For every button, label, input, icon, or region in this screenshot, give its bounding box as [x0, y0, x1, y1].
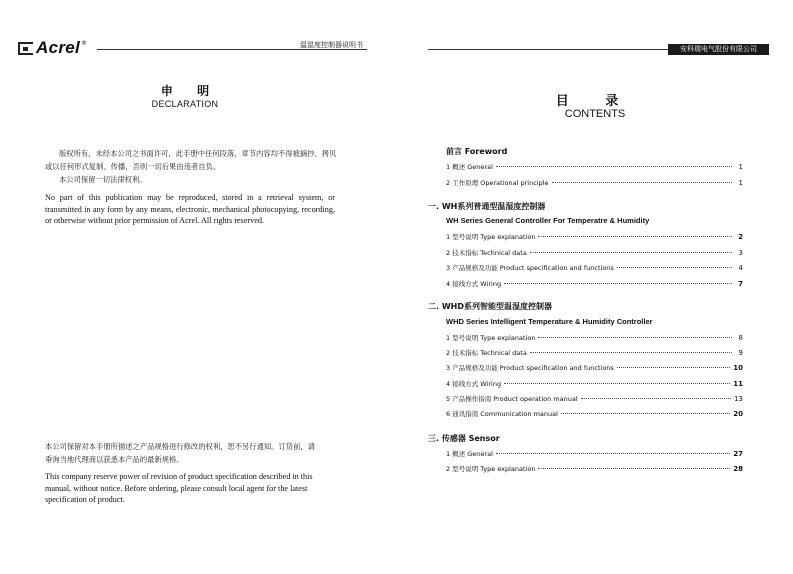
revision-notice-en: This company reserve power of revision of product specification described in this manual, without notice. Before ordering, please consult local agent for the latest specification of product.	[45, 472, 313, 504]
toc-leader-dots	[552, 182, 732, 183]
toc-row[interactable]	[446, 409, 743, 419]
toc-leader-dots	[581, 398, 731, 399]
toc-row[interactable]	[446, 162, 743, 172]
toc-leader-dots	[538, 236, 732, 237]
declaration-en-paragraph: No part of this publication may be reproduced, stored in a retrieval system, or transmitted in any form by any means, electronic, mechanical photocopying, recording, or otherwise without prior permission of Acrel. All rights reserved.	[45, 193, 335, 225]
toc-row-label: 1 概述 General	[446, 450, 493, 458]
toc-leader-dots	[538, 468, 730, 469]
toc-row-label: 4 接线方式 Wiring	[446, 280, 502, 288]
toc-leader-dots	[504, 383, 730, 384]
toc-row-label: 6 通讯指南 Communication manual	[446, 410, 558, 418]
registered-mark: ®	[81, 39, 88, 47]
foreword-heading: 前言 Foreword	[446, 147, 508, 156]
toc-row-page: 7	[738, 280, 743, 288]
toc-row-page: 27	[733, 450, 743, 458]
acrel-logo-icon	[18, 42, 33, 55]
declaration-title: 申 明	[160, 84, 220, 98]
declaration-cn-rights: 本公司保留一切法律权利。	[59, 175, 147, 184]
header-rule-right	[428, 49, 668, 50]
acrel-logo	[18, 38, 87, 58]
toc-row[interactable]	[446, 333, 743, 343]
company-name-badge: 安科瑞电气股份有限公司	[668, 44, 769, 55]
toc-row-page: 1	[738, 163, 743, 171]
toc-row[interactable]	[446, 232, 743, 242]
toc-leader-dots	[496, 166, 732, 167]
toc-row-page: 9	[738, 349, 743, 357]
toc-row[interactable]	[446, 464, 743, 474]
toc-row-page: 13	[734, 395, 743, 403]
contents-title: 目 录	[555, 94, 635, 109]
toc-row-page: 1	[738, 179, 743, 187]
toc-row-label: 5 产品操作指南 Product operation manual	[446, 395, 578, 403]
toc-row-label: 2 技术指标 Technical data	[446, 249, 527, 257]
toc-row-label: 4 接线方式 Wiring	[446, 380, 502, 388]
toc-row-page: 10	[733, 364, 743, 372]
toc-leader-dots	[617, 267, 732, 268]
toc-row-page: 20	[733, 410, 743, 418]
section-3-heading: 三. 传感器 Sensor	[428, 434, 500, 443]
toc-row-page: 4	[738, 264, 743, 272]
toc-row-label: 1 概述 General	[446, 163, 493, 171]
toc-leader-dots	[504, 283, 732, 284]
toc-row[interactable]	[446, 279, 743, 289]
toc-row-label: 2 工作原理 Operational principle	[446, 179, 549, 187]
declaration-subtitle: DECLARATION	[151, 99, 219, 109]
toc-leader-dots	[538, 337, 732, 338]
section-1-heading: 一. WH系列普通型温湿度控制器	[428, 202, 546, 211]
toc-row[interactable]	[446, 348, 743, 358]
section-2-heading: 二. WHD系列智能型温湿度控制器	[428, 302, 552, 311]
toc-leader-dots	[530, 352, 732, 353]
toc-row-page: 3	[738, 249, 743, 257]
toc-row-label: 1 型号说明 Type explanation	[446, 233, 536, 241]
toc-row-label: 3 产品规格及功能 Product specification and functions	[446, 364, 614, 372]
revision-notice-cn: 本公司保留对本手册所描述之产品规格进行修改的权利，恕不另行通知。订货前，请垂询当地代理商以获悉本产品的最新规格。	[45, 442, 315, 464]
contents-subtitle: CONTENTS	[564, 108, 626, 120]
toc-row-label: 2 型号说明 Type explanation	[446, 465, 536, 473]
toc-row[interactable]	[446, 248, 743, 258]
toc-row-page: 8	[738, 334, 743, 342]
declaration-cn-paragraph: 版权所有，未经本公司之书面许可，此手册中任何段落，章节内容均不得被摘抄、拷贝或以任何形式复制、传播，否则一切后果由违者自负。	[45, 149, 337, 171]
toc-row[interactable]	[446, 379, 743, 389]
manual-title: 温湿度控制器说明书	[300, 41, 363, 49]
section-1-heading-en: WH Series General Controller For Temperatre & Humidity	[446, 216, 650, 225]
toc-row[interactable]	[446, 449, 743, 459]
toc-row-label: 1 型号说明 Type explanation	[446, 334, 536, 342]
toc-leader-dots	[530, 252, 732, 253]
toc-row[interactable]	[446, 363, 743, 373]
section-2-heading-en: WHD Series Intelligent Temperature & Humidity Controller	[446, 317, 653, 326]
toc-leader-dots	[617, 367, 730, 368]
brand-name: Acrel	[36, 38, 81, 57]
toc-leader-dots	[496, 453, 730, 454]
toc-row[interactable]	[446, 394, 743, 404]
toc-row-label: 2 技术指标 Technical data	[446, 349, 527, 357]
toc-leader-dots	[561, 413, 730, 414]
toc-row-page: 28	[733, 465, 743, 473]
toc-row-page: 11	[733, 380, 743, 388]
toc-row[interactable]	[446, 263, 743, 273]
toc-row[interactable]	[446, 178, 743, 188]
toc-row-label: 3 产品规格及功能 Product specification and functions	[446, 264, 614, 272]
toc-row-page: 2	[738, 233, 743, 241]
